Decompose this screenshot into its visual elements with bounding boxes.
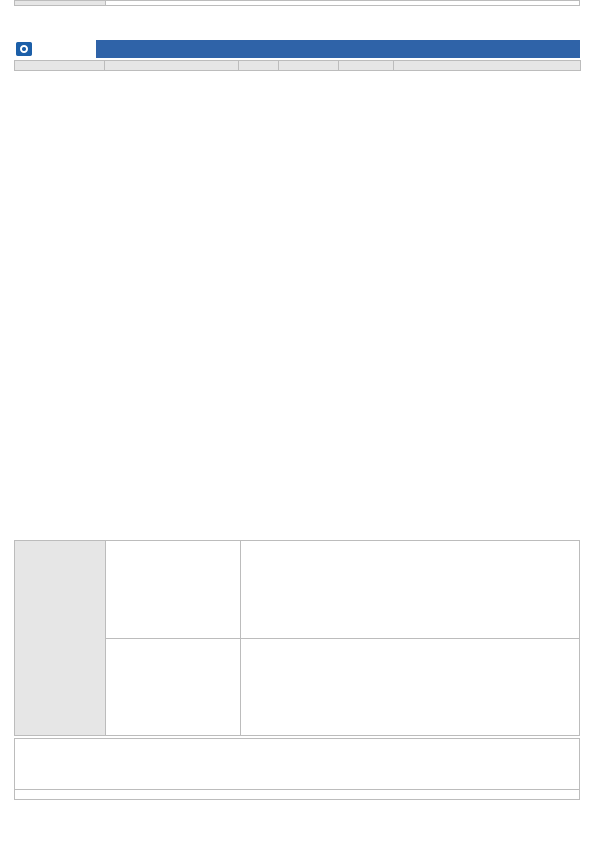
- disclaimer: [14, 738, 580, 790]
- strategy-section: [14, 540, 580, 736]
- report-header: [14, 40, 580, 58]
- strategy-text: [241, 541, 579, 638]
- news-text: [106, 1, 579, 5]
- header-indicator: [105, 61, 239, 71]
- header-value: [279, 61, 339, 71]
- strategy-row-silicon: [106, 541, 579, 639]
- strategy-row-polysilicon: [106, 639, 579, 736]
- logo-icon: [16, 42, 32, 56]
- news-section: [14, 0, 580, 6]
- strategy-name: [106, 639, 241, 736]
- strategy-name: [106, 541, 241, 638]
- news-label: [15, 1, 106, 5]
- price-table: [14, 60, 581, 71]
- header-trend: [394, 61, 581, 71]
- report-title: [96, 40, 580, 58]
- strategy-text: [241, 639, 579, 736]
- header-date: [15, 61, 105, 71]
- header-change: [339, 61, 394, 71]
- footer: [14, 790, 580, 800]
- header-unit: [239, 61, 279, 71]
- strategy-label: [15, 541, 106, 735]
- company-logo: [14, 40, 96, 58]
- table-header-row: [15, 61, 581, 71]
